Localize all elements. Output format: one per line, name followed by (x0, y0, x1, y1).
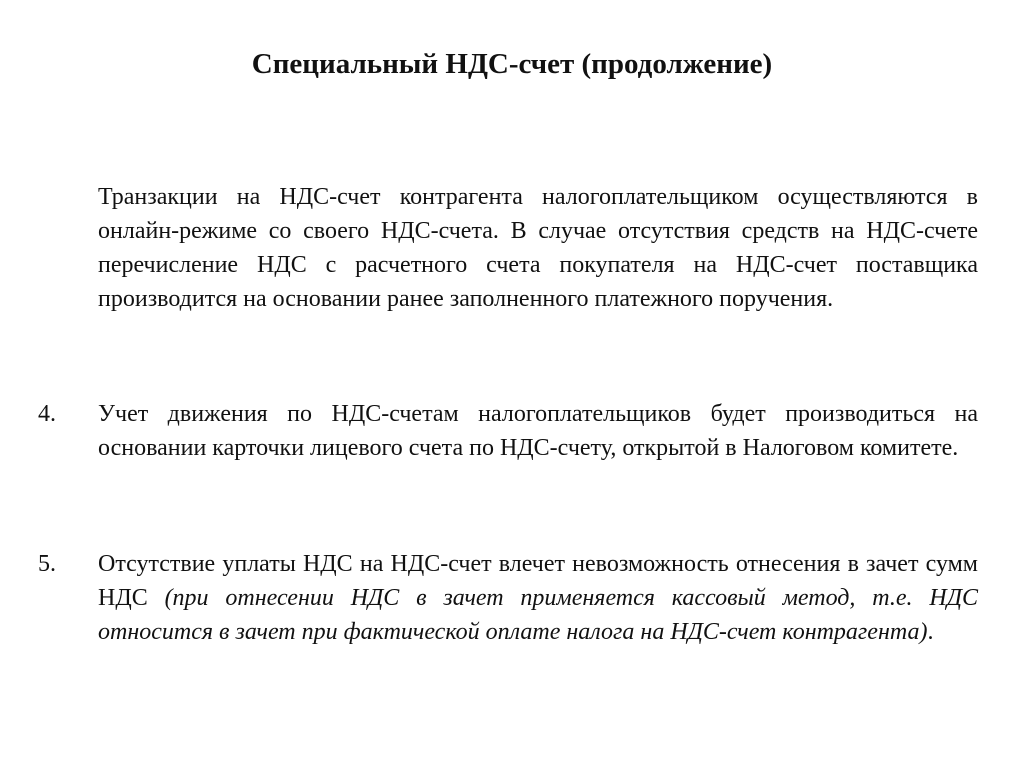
list-item-text: Учет движения по НДС-счетам налогоплательщиков будет производиться на основании карточки лицевого счета по НДС-счету, открытой в Налоговом комитете. (98, 401, 978, 461)
list-item-text-italic: (при отнесении НДС в зачет применяется кассовый метод, т.е. НДС относится в зачет при фактической оплате налога на НДС-счет контрагента) (98, 585, 978, 645)
intro-paragraph-text: Транзакции на НДС-счет контрагента налогоплательщиком осуществляются в онлайн-режиме со своего НДС-счета. В случае отсутствия средств на НДС-счете перечисление НДС с расчетного счета покупателя на НДС-счет поставщика производится на основании ранее заполненного платежного поручения. (98, 184, 978, 312)
list-item-text (98, 547, 978, 649)
list-item-text-regular: Отсутствие уплаты НДС на НДС-счет влечет невозможность отнесения в зачет сумм НДС (98, 551, 978, 611)
list-item-number: 4. (38, 401, 56, 427)
slide-title: Специальный НДС-счет (продолжение) (251, 48, 773, 80)
list-item-number: 5. (38, 551, 56, 577)
list-item-text-tail: . (927, 619, 934, 645)
intro-paragraph (98, 180, 978, 316)
